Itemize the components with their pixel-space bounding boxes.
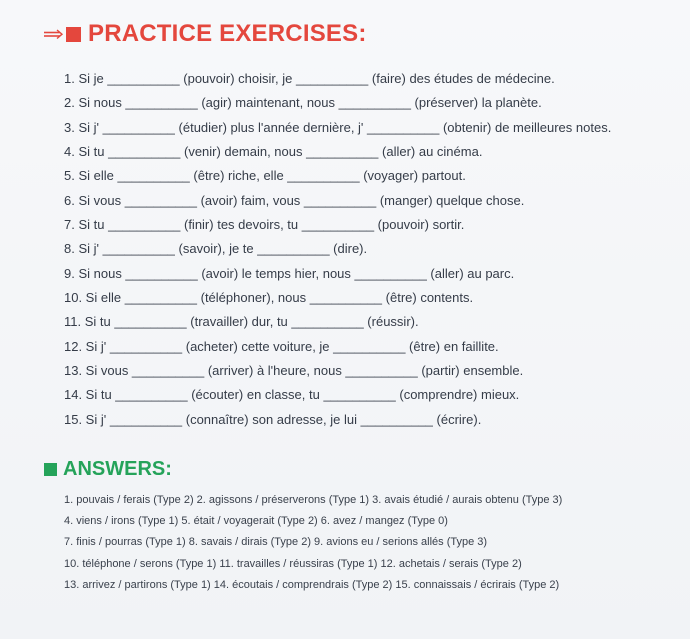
answer-line: 10. téléphone / serons (Type 1) 11. travailles / réussiras (Type 1) 12. achetais / serais (Type 2) — [64, 557, 522, 570]
double-arrow-icon — [44, 28, 64, 40]
practice-title: PRACTICE EXERCISES: — [88, 20, 367, 47]
exercise-item: 12. Si j' __________ (acheter) cette voiture, je __________ (être) en faillite. — [64, 338, 499, 354]
exercise-item: 3. Si j' __________ (étudier) plus l'année dernière, j' __________ (obtenir) de meilleures notes. — [64, 119, 612, 135]
exercise-item: 14. Si tu __________ (écouter) en classe, tu __________ (comprendre) mieux. — [64, 387, 520, 403]
answers-title: ANSWERS: — [63, 458, 172, 480]
practice-heading — [44, 20, 367, 48]
exercise-item: 7. Si tu __________ (finir) tes devoirs, tu __________ (pouvoir) sortir. — [64, 217, 465, 233]
exercise-item: 6. Si vous __________ (avoir) faim, vous __________ (manger) quelque chose. — [64, 192, 525, 208]
exercise-list — [64, 67, 611, 432]
answer-line: 7. finis / pourras (Type 1) 8. savais / dirais (Type 2) 9. avions eu / serions allés (Type 3) — [64, 536, 488, 549]
red-square-icon — [66, 27, 81, 42]
answers-heading — [44, 458, 172, 481]
exercise-item: 11. Si tu __________ (travailler) dur, tu __________ (réussir). — [64, 314, 419, 330]
green-square-icon — [44, 463, 57, 476]
answer-line: 4. viens / irons (Type 1) 5. était / voyagerait (Type 2) 6. avez / mangez (Type 0) — [64, 515, 448, 528]
answer-line: 1. pouvais / ferais (Type 2) 2. agissons / préserverons (Type 1) 3. avais étudié / aurais obtenu (Type 3) — [64, 494, 563, 506]
answer-line: 13. arrivez / partirons (Type 1) 14. écoutais / comprendrais (Type 2) 15. connaissais / écrirais (Type 2) — [64, 578, 560, 591]
exercise-item: 2. Si nous __________ (agir) maintenant, nous __________ (préserver) la planète. — [64, 95, 542, 111]
exercise-item: 15. Si j' __________ (connaître) son adresse, je lui __________ (écrire). — [64, 411, 482, 427]
exercise-item: 1. Si je __________ (pouvoir) choisir, je __________ (faire) des études de médecine. — [64, 71, 555, 86]
exercise-item: 13. Si vous __________ (arriver) à l'heure, nous __________ (partir) ensemble. — [64, 363, 524, 379]
exercise-item: 4. Si tu __________ (venir) demain, nous __________ (aller) au cinéma. — [64, 144, 483, 160]
exercise-item: 8. Si j' __________ (savoir), je te __________ (dire). — [64, 241, 368, 257]
exercise-item: 5. Si elle __________ (être) riche, elle __________ (voyager) partout. — [64, 168, 466, 184]
answer-list — [64, 490, 562, 596]
exercise-item: 10. Si elle __________ (téléphoner), nous __________ (être) contents. — [64, 290, 474, 306]
exercise-item: 9. Si nous __________ (avoir) le temps hier, nous __________ (aller) au parc. — [64, 265, 515, 281]
